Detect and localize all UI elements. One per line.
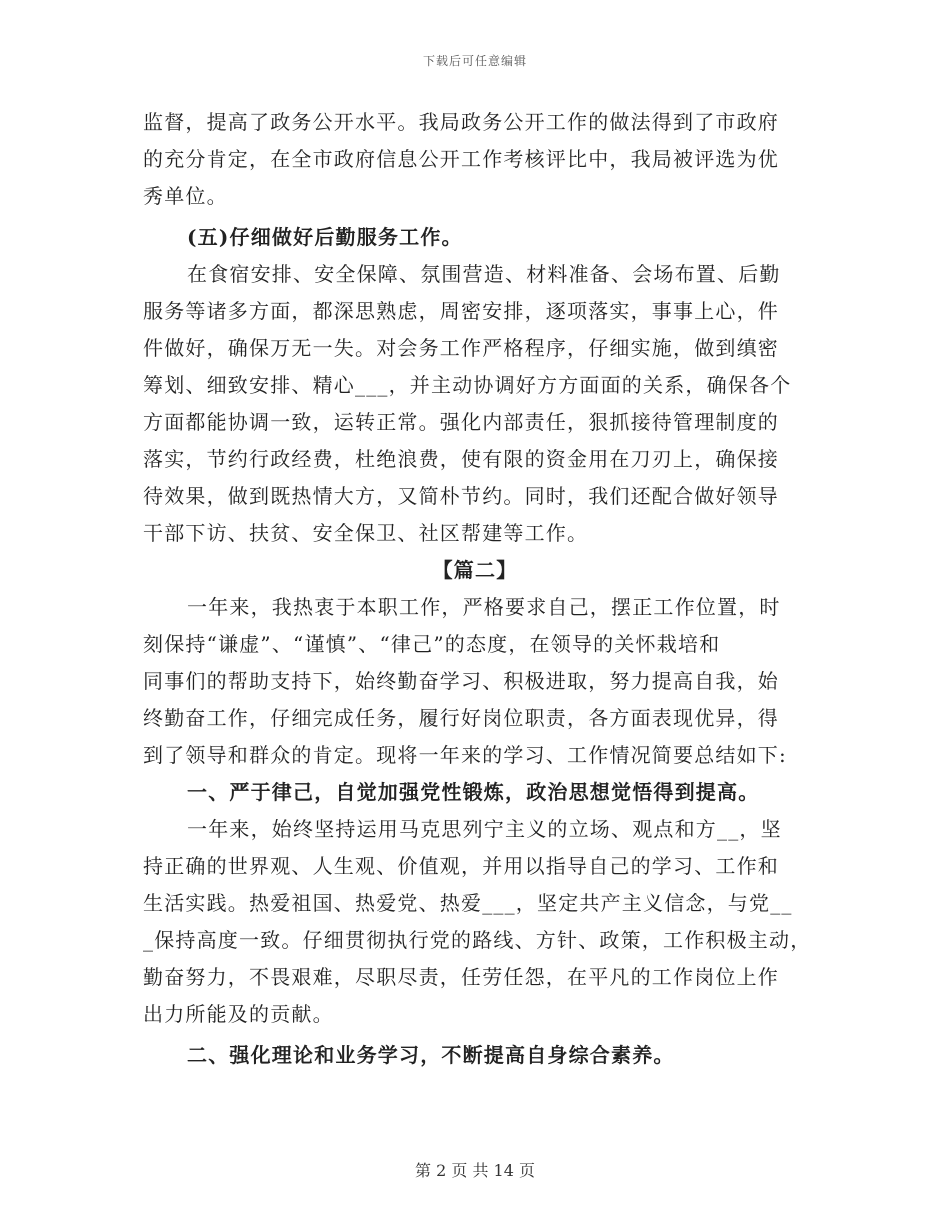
body-line: 勤奋努力，不畏艰难，尽职尽责，任劳任怨，在平凡的工作岗位上作: [143, 965, 779, 989]
body-line: 一年来，我热衷于本职工作，严格要求自己，摆正工作位置，时: [187, 595, 781, 619]
body-line: 筹划、细致安排、精心___，并主动协调好方方面面的关系，确保各个: [143, 373, 792, 397]
body-line: 落实，节约行政经费，杜绝浪费，使有限的资金用在刀刃上，确保接: [143, 447, 779, 471]
body-line: 秀单位。: [143, 184, 228, 208]
chapter-title: 【篇二】: [432, 558, 518, 582]
body-line: 监督，提高了政务公开水平。我局政务公开工作的做法得到了市政府: [143, 110, 779, 134]
body-line: 在食宿安排、安全保障、氛围营造、材料准备、会场布置、后勤: [187, 262, 781, 286]
body-line: 同事们的帮助支持下，始终勤奋学习、积极进取，努力提高自我，始: [143, 669, 779, 693]
section-heading: 二、强化理论和业务学习，不断提高自身综合素养。: [187, 1043, 675, 1067]
body-line: 的充分肯定，在全市政府信息公开工作考核评比中，我局被评选为优: [143, 147, 779, 171]
body-line: _保持高度一致。仔细贯彻执行党的路线、方针、政策，工作积极主动，: [143, 928, 812, 952]
body-line: 服务等诸多方面，都深思熟虑，周密安排，逐项落实，事事上心，件: [143, 299, 779, 323]
body-line: 一年来，始终坚持运用马克思列宁主义的立场、观点和方__，坚: [187, 817, 782, 841]
document-body: [143, 104, 812, 1074]
body-line: 方面都能协调一致，运转正常。强化内部责任，狠抓接待管理制度的: [143, 410, 779, 434]
page-header-note: 下载后可任意编辑: [422, 54, 527, 68]
body-line: 刻保持“谦虚”、“谨慎”、“律己”的态度，在领导的关怀栽培和: [143, 632, 721, 656]
body-line: 持正确的世界观、人生观、价值观，并用以指导自己的学习、工作和: [143, 854, 779, 878]
body-line: 干部下访、扶贫、安全保卫、社区帮建等工作。: [143, 521, 589, 545]
section-heading: (五)仔细做好后勤服务工作。: [187, 225, 463, 249]
body-line: 到了领导和群众的肯定。现将一年来的学习、工作情况简要总结如下:: [143, 743, 787, 767]
body-line: 待效果，做到既热情大方，又简朴节约。同时，我们还配合做好领导: [143, 484, 779, 508]
section-heading: 一、严于律己，自觉加强党性锻炼，政治思想觉悟得到提高。: [187, 780, 760, 804]
page-number: 第 2 页 共 14 页: [415, 1161, 535, 1180]
body-line: 出力所能及的贡献。: [143, 1002, 334, 1026]
body-line: 件做好，确保万无一失。对会务工作严格程序，仔细实施，做到缜密: [143, 336, 779, 360]
body-line: 生活实践。热爱祖国、热爱党、热爱___，坚定共产主义信念，与党__: [143, 891, 793, 915]
body-line: 终勤奋工作，仔细完成任务，履行好岗位职责，各方面表现优异，得: [143, 706, 779, 730]
